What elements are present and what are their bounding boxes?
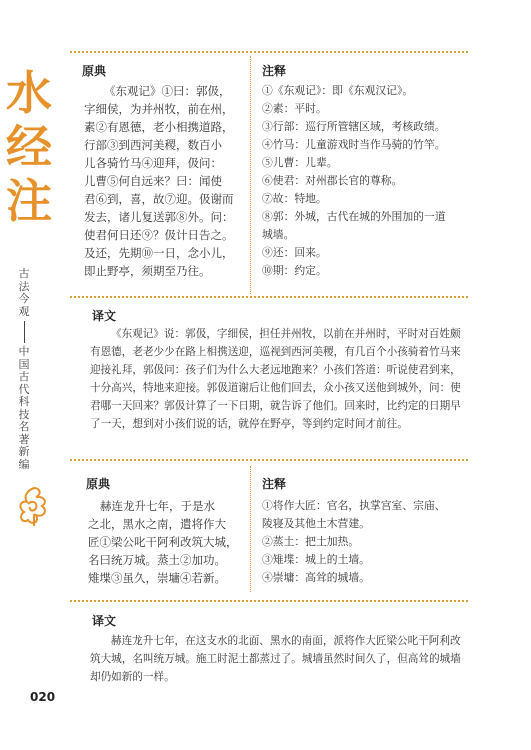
text-line: 《东观记》说：郭伋，字细侯，担任并州牧，以前在并州时，平时对百姓颇 xyxy=(111,328,461,340)
subtitle-char: 代 xyxy=(18,382,30,396)
notes-list xyxy=(262,497,472,587)
book-title-char: 经 xyxy=(6,120,52,174)
subtitle-char: 科 xyxy=(18,395,30,408)
note-item: ⑧郭：外城，古代在城的外围加的一道 xyxy=(262,210,446,223)
note-item: ③雉堞：城上的土墙。 xyxy=(262,553,370,566)
subtitle-char: 今 xyxy=(18,292,30,305)
subtitle-divider xyxy=(24,321,25,343)
text-line: 君⑥到，喜，故⑦迎。伋谢而 xyxy=(84,192,234,206)
original-heading: 原典 xyxy=(86,477,111,491)
book-title-char: 水 xyxy=(6,66,52,120)
text-line: 筑大城，名叫统万城。施工时泥土都蒸过了。城墙虽然时间久了，但高耸的城墙 xyxy=(90,653,461,665)
original-text xyxy=(84,82,244,280)
text-line: 赫连龙升七年，于是水 xyxy=(100,499,215,513)
notes-heading: 注释 xyxy=(262,64,287,78)
note-item: ④竹马：儿童游戏时当作马骑的竹竿。 xyxy=(262,138,446,151)
text-line: 使君何日还⑨？伋计日告之。 xyxy=(84,228,234,242)
subtitle-char: 技 xyxy=(18,407,30,421)
subtitle-char: 古 xyxy=(18,267,30,280)
notes-heading: 注释 xyxy=(262,477,287,491)
subtitle-char: 国 xyxy=(18,357,30,371)
text-line: 素②有恩德，老小相携道路， xyxy=(84,120,234,134)
subtitle-char: 名 xyxy=(18,420,30,433)
note-item: ②素：平时。 xyxy=(262,102,327,115)
note-item: ③行部：巡行所管辖区域，考核政绩。 xyxy=(262,120,446,133)
subtitle-char: 新 xyxy=(18,445,30,458)
translation-text xyxy=(90,325,474,433)
page-number: 020 xyxy=(30,690,56,704)
text-line: 雉堞③虽久，崇墉④若新。 xyxy=(88,571,226,585)
book-title xyxy=(2,66,56,228)
subtitle-char: 观 xyxy=(18,304,30,318)
note-item: ④崇墉：高耸的城墙。 xyxy=(262,571,370,584)
text-line: 即止野亭，须期至乃往。 xyxy=(84,264,211,278)
text-line: 行部③到西河美稷，数百小 xyxy=(84,138,222,152)
text-line: 却仍如新的一样。 xyxy=(90,671,175,683)
note-item: ⑩期：约定。 xyxy=(262,264,327,277)
column-divider xyxy=(250,56,251,294)
notes-list xyxy=(262,82,472,280)
note-item: 城墙。 xyxy=(262,228,295,241)
translation-heading: 译文 xyxy=(92,614,117,628)
text-line: 儿曹⑤何自远来？曰：闻使 xyxy=(84,174,222,188)
text-line: 《东观记》①曰：郭伋， xyxy=(104,84,231,98)
section-divider xyxy=(70,296,468,298)
series-subtitle xyxy=(14,268,34,471)
text-line: 十分高兴，特地来迎接。郭伋道谢后让他们回去，众小孩又送他到城外，问：使 xyxy=(90,382,461,394)
subtitle-char: 中 xyxy=(18,345,30,358)
note-item: ⑨还：回来。 xyxy=(262,246,327,259)
subtitle-char: 著 xyxy=(18,432,30,446)
subtitle-char: 古 xyxy=(18,370,30,383)
subtitle-char: 编 xyxy=(18,457,30,471)
book-title-char: 注 xyxy=(6,174,52,228)
note-item: ②蒸土：把土加热。 xyxy=(262,535,360,548)
column-divider xyxy=(250,466,251,592)
text-line: 迎接礼拜，郭伋问：孩子们为什么大老远地跑来？小孩们答道：听说使君到来， xyxy=(90,364,461,376)
note-item: ⑤儿曹：儿辈。 xyxy=(262,156,338,169)
text-line: 之北，黑水之南，遣将作大 xyxy=(88,517,226,531)
text-line: 匠①梁公叱干阿利改筑大城， xyxy=(88,535,238,549)
note-item: 陵寝及其他土木营建。 xyxy=(262,517,370,530)
original-text xyxy=(88,497,246,587)
text-line: 君哪一天回来？郭伋计算了一下日期，就告诉了他们。回来时，比约定的日期早 xyxy=(90,400,461,412)
text-line: 赫连龙升七年，在这支水的北面、黑水的南面，派将作大匠梁公叱干阿利改 xyxy=(111,635,461,647)
note-item: ①将作大匠：官名，执掌宫室、宗庙、 xyxy=(262,499,446,512)
section-divider xyxy=(70,600,468,602)
note-item: ①《东观记》：即《东观汉记》。 xyxy=(262,84,414,97)
text-line: 名曰统万城。蒸土②加功。 xyxy=(88,553,226,567)
text-line: 字细侯，为并州牧，前在州， xyxy=(84,102,234,116)
text-line: 及还，先期⑩一日，念小儿， xyxy=(84,246,234,260)
note-item: ⑦故：特地。 xyxy=(262,192,327,205)
section-divider xyxy=(70,51,468,53)
translation-text xyxy=(90,632,474,686)
original-heading: 原典 xyxy=(82,64,107,78)
decorative-seal-icon xyxy=(14,484,54,528)
note-item: ⑥使君：对州郡长官的尊称。 xyxy=(262,174,403,187)
section-divider xyxy=(70,459,468,461)
subtitle-char: 法 xyxy=(18,279,30,293)
text-line: 发去，诸儿复送郭⑧外。问： xyxy=(84,210,234,224)
translation-heading: 译文 xyxy=(92,309,117,323)
text-line: 了一天，想到对小孩们说的话，就停在野亭，等到约定时间才前往。 xyxy=(90,418,408,430)
text-line: 儿各骑竹马④迎拜，伋问： xyxy=(84,156,222,170)
text-line: 有恩德，老老少少在路上相携送迎，巡视到西河美稷，有几百个小孩骑着竹马来 xyxy=(90,346,461,358)
